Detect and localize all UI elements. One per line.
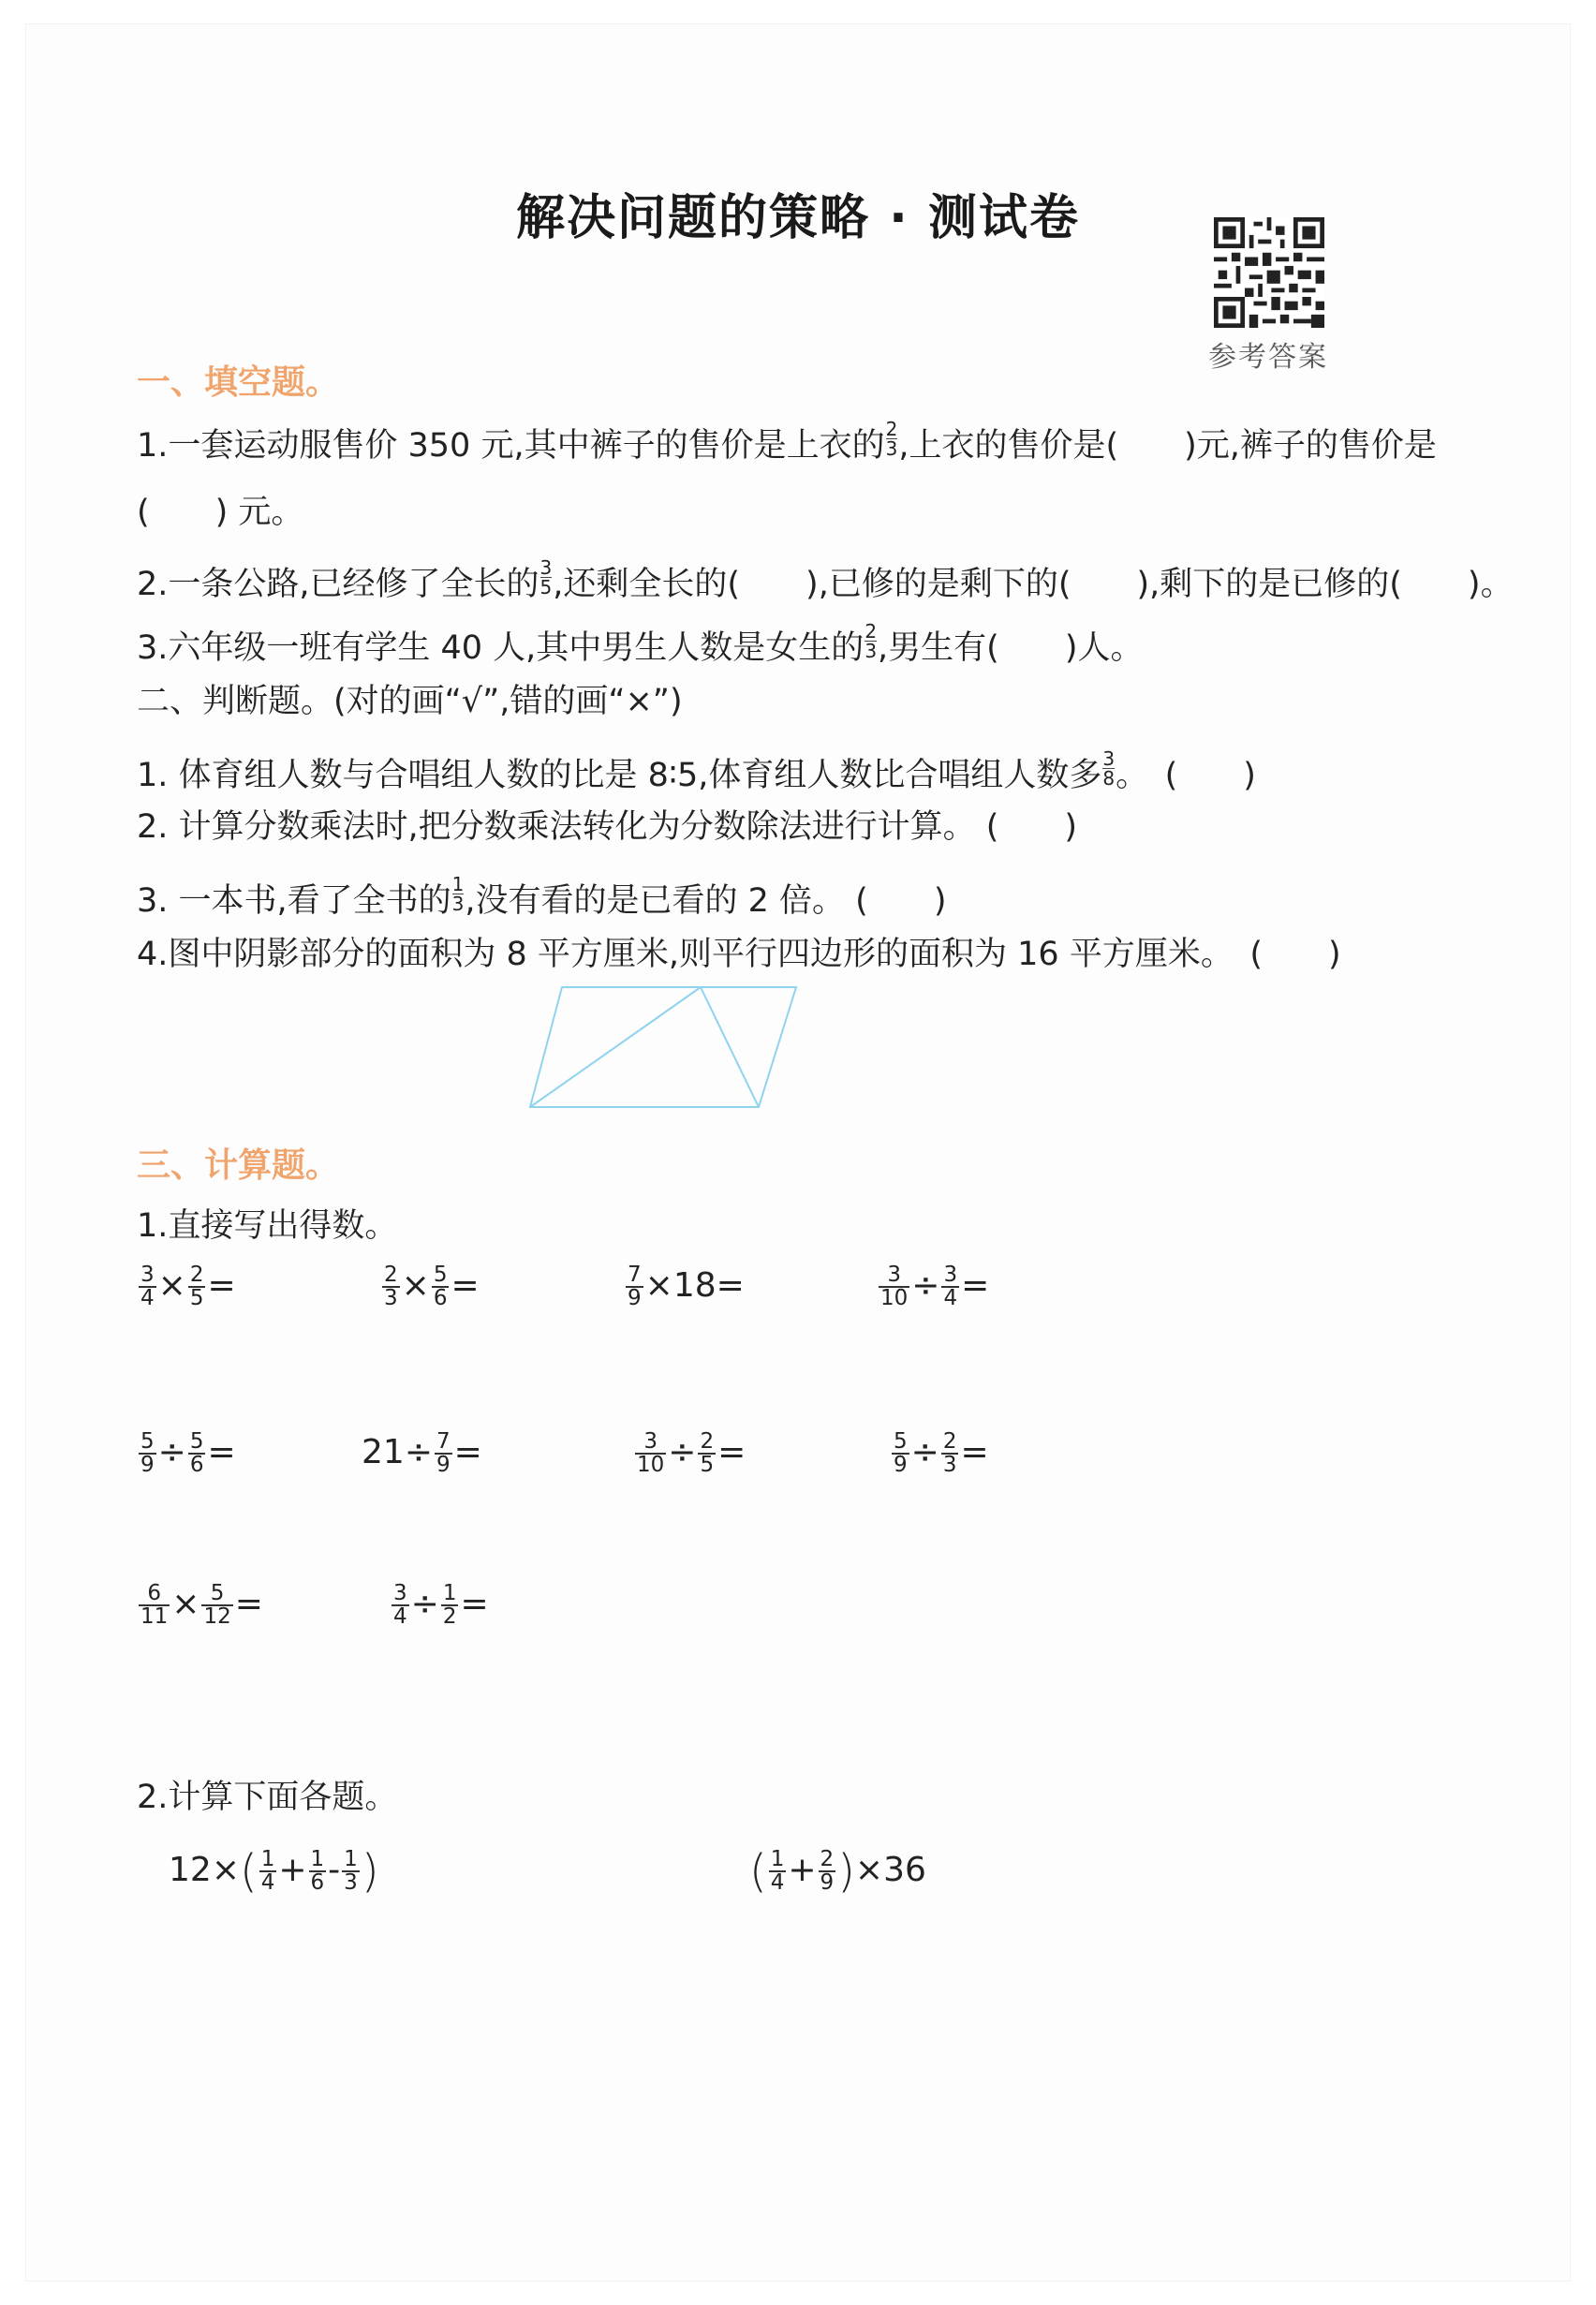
fraction: $\frac{3}{4}$ — [140, 1263, 155, 1310]
fraction: $\frac{2}{3}$ — [885, 418, 898, 460]
fraction: $\frac{1}{4}$ — [770, 1847, 785, 1895]
expression-8: $\frac{5}{9}$ ÷ $\frac{2}{3}$ = — [894, 1429, 989, 1477]
section-heading-judge: 二、判断题。(对的画“√”,错的画“×”) — [137, 683, 683, 720]
fraction: $\frac{5}{6}$ — [189, 1429, 204, 1477]
expression-11: 12×( $\frac{1}{4}$ + $\frac{1}{6}$ - $\frac{1}{3}$ ) — [169, 1845, 379, 1898]
expression-6: 21÷ $\frac{7}{9}$ = — [362, 1429, 482, 1477]
expression-7: $\frac{3}{10}$ ÷ $\frac{2}{5}$ = — [637, 1429, 746, 1477]
section-heading-calc: 三、计算题。 — [137, 1146, 340, 1185]
judge-question-2: 2. 计算分数乘法时,把分数乘法转化为分数除法进行计算。 ( ) — [137, 808, 1078, 846]
fraction: $\frac{3}{5}$ — [539, 556, 553, 598]
parallelogram-figure — [525, 983, 805, 1115]
fraction: $\frac{5}{9}$ — [894, 1429, 908, 1477]
fraction: $\frac{3}{10}$ — [880, 1263, 909, 1310]
qr-caption: 参考答案 — [1208, 341, 1328, 374]
fraction: $\frac{2}{3}$ — [864, 620, 878, 662]
expression-10: $\frac{3}{4}$ ÷ $\frac{1}{2}$ = — [393, 1581, 489, 1629]
expression-9: $\frac{6}{11}$ × $\frac{5}{12}$ = — [140, 1581, 263, 1629]
fraction: $\frac{3}{4}$ — [943, 1263, 958, 1310]
fraction: $\frac{2}{9}$ — [820, 1847, 835, 1895]
q1-text-a: 1.一套运动服售价 350 元,其中裤子的售价是上衣的 — [137, 427, 885, 465]
expression-3: $\frac{7}{9}$ ×18= — [628, 1263, 745, 1310]
judge-question-3: 3. 一本书,看了全书的 $\frac{1}{3}$ ,没有看的是已看的 2 倍。 ( ) — [137, 873, 947, 920]
fraction: $\frac{1}{6}$ — [310, 1847, 325, 1895]
fill-question-2: 2.一条公路,已经修了全长的 $\frac{3}{5}$ ,还剩全长的( ),已修的是剩下的( ),剩下的是已修的( )。 — [137, 556, 1514, 603]
section-heading-fill: 一、填空题。 — [137, 363, 340, 402]
q1-text-b: ,上衣的售价是( )元,裤子的售价是 — [898, 427, 1437, 465]
fraction: $\frac{3}{10}$ — [637, 1429, 665, 1477]
calc-subheading-2: 2.计算下面各题。 — [137, 1779, 398, 1816]
fill-question-3: 3.六年级一班有学生 40 人,其中男生人数是女生的 $\frac{2}{3}$ ,男生有( )人。 — [137, 620, 1144, 667]
fraction: $\frac{2}{3}$ — [942, 1429, 957, 1477]
page-title: 解决问题的策略 · 测试卷 — [516, 190, 1080, 246]
fraction: $\frac{1}{3}$ — [344, 1847, 358, 1895]
fraction: $\frac{7}{9}$ — [436, 1429, 451, 1477]
qr-code-icon — [1214, 217, 1324, 328]
fraction: $\frac{5}{6}$ — [433, 1263, 448, 1310]
fraction: $\frac{1}{2}$ — [442, 1581, 457, 1629]
expression-4: $\frac{3}{10}$ ÷ $\frac{3}{4}$ = — [880, 1263, 990, 1310]
judge-question-1: 1. 体育组人数与合唱组人数的比是 8∶5,体育组人数比合唱组人数多 $\frac{3}{8}$ 。 ( ) — [137, 747, 1256, 794]
fraction: $\frac{3}{4}$ — [393, 1581, 407, 1629]
judge-question-4: 4.图中阴影部分的面积为 8 平方厘米,则平行四边形的面积为 16 平方厘米。 ( ) — [137, 936, 1341, 973]
expression-12: ( $\frac{1}{4}$ + $\frac{2}{9}$ )×36 — [749, 1845, 926, 1898]
fraction: $\frac{6}{11}$ — [140, 1581, 169, 1629]
fraction: $\frac{5}{12}$ — [203, 1581, 231, 1629]
fraction: $\frac{1}{4}$ — [260, 1847, 275, 1895]
fraction: $\frac{2}{3}$ — [384, 1263, 398, 1310]
expression-1: $\frac{3}{4}$ × $\frac{2}{5}$ = — [140, 1263, 236, 1310]
calc-subheading-1: 1.直接写出得数。 — [137, 1207, 398, 1245]
expression-2: $\frac{2}{3}$ × $\frac{5}{6}$ = — [384, 1263, 480, 1310]
fraction: $\frac{2}{5}$ — [700, 1429, 715, 1477]
fill-question-1-cont: ( ) 元。 — [137, 494, 304, 531]
fraction: $\frac{5}{9}$ — [140, 1429, 155, 1477]
fill-question-1 — [137, 420, 1437, 463]
fraction: $\frac{1}{3}$ — [451, 873, 465, 915]
fraction: $\frac{2}{5}$ — [189, 1263, 204, 1310]
fraction: $\frac{3}{8}$ — [1102, 747, 1116, 790]
fraction: $\frac{7}{9}$ — [628, 1263, 642, 1310]
expression-5: $\frac{5}{9}$ ÷ $\frac{5}{6}$ = — [140, 1429, 236, 1477]
